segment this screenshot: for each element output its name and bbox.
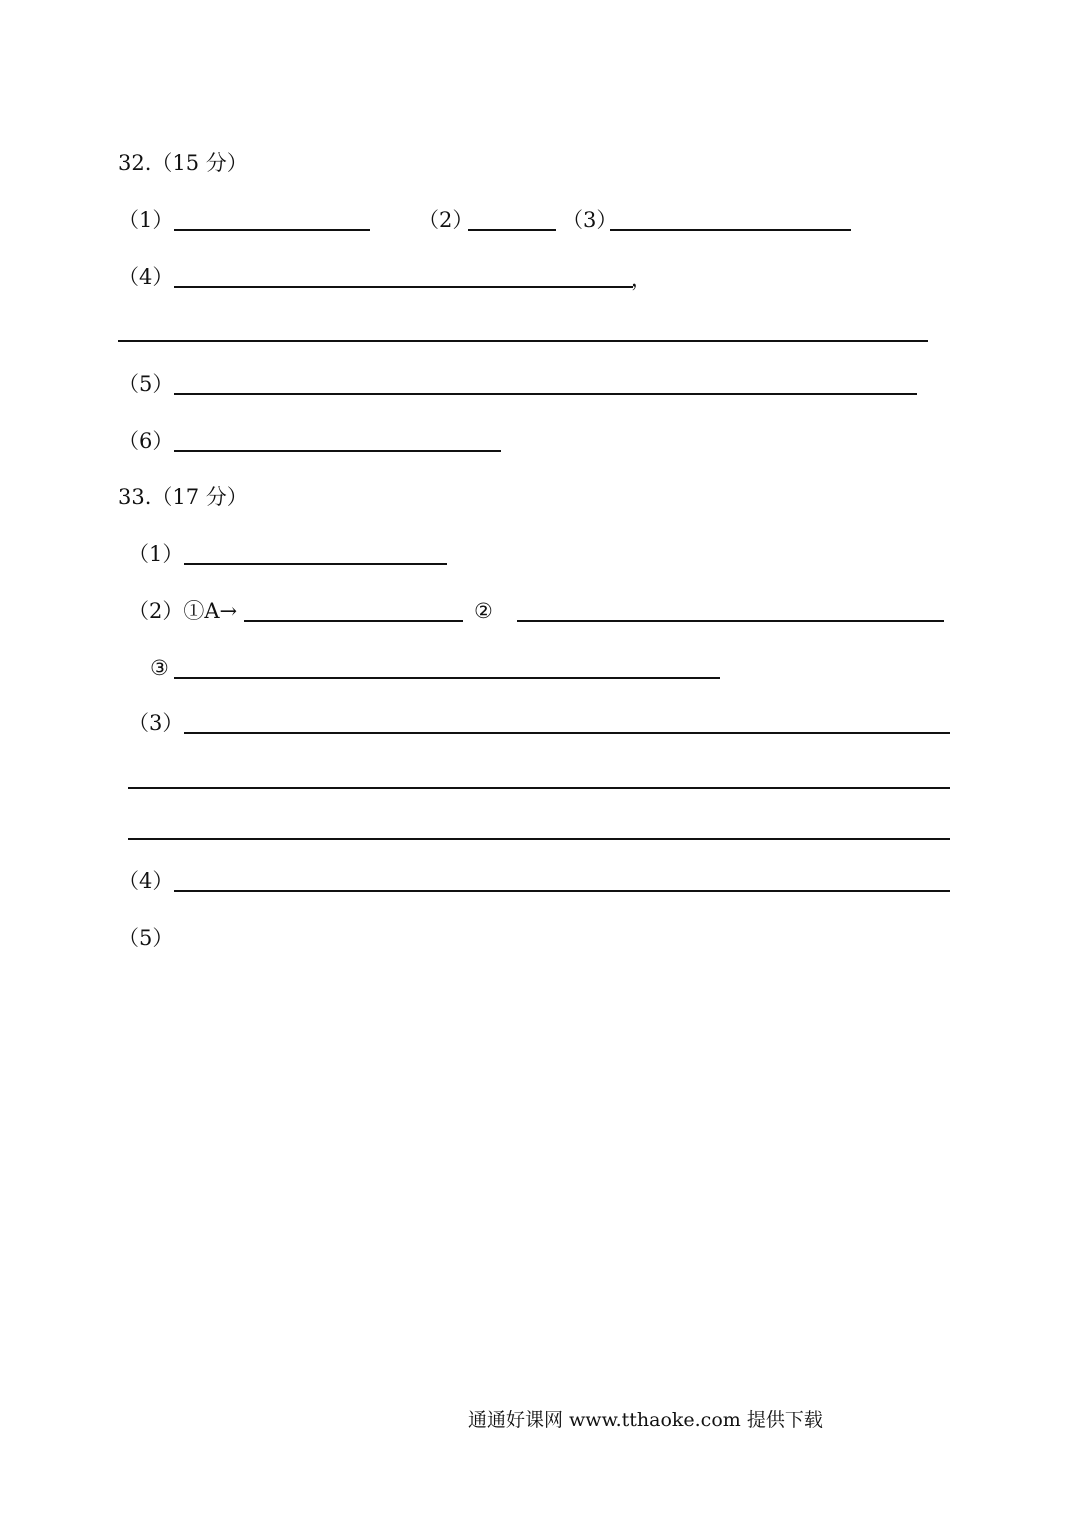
q33-part2-circle2: ② — [474, 599, 493, 623]
q32-part3-label: （3） — [562, 208, 618, 232]
q32-part4-answer-line-2[interactable] — [118, 340, 928, 342]
q32-part5-label: （5） — [118, 372, 174, 396]
q33-part3-answer-line[interactable] — [184, 732, 950, 734]
q32-part4-comma: ， — [631, 267, 652, 291]
q32-part2-answer-line[interactable] — [468, 229, 556, 231]
q33-part4-label: （4） — [118, 869, 174, 893]
q32-part1-label: （1） — [118, 208, 174, 232]
q33-part1-answer-line[interactable] — [184, 563, 447, 565]
q32-part5-answer-line[interactable] — [174, 393, 917, 395]
q33-part1-label: （1） — [128, 542, 184, 566]
q33-part2-circle3: ③ — [150, 656, 169, 680]
q32-heading: 32.（15 分） — [118, 151, 248, 175]
q33-part3-answer-line-3[interactable] — [128, 838, 950, 840]
footer-source-text: 通通好课网 www.tthaoke.com 提供下载 — [468, 1409, 823, 1431]
q32-part3-answer-line[interactable] — [610, 229, 851, 231]
q32-part4-label: （4） — [118, 265, 174, 289]
q33-part2-sub1-answer-line[interactable] — [244, 620, 463, 622]
q33-part3-label: （3） — [128, 711, 184, 735]
q33-part2-sub2-answer-line[interactable] — [517, 620, 944, 622]
q33-part4-answer-line[interactable] — [174, 890, 950, 892]
q32-part6-label: （6） — [118, 429, 174, 453]
q33-heading: 33.（17 分） — [118, 485, 248, 509]
q32-part4-answer-line[interactable] — [174, 286, 633, 288]
q33-part5-label: （5） — [118, 926, 174, 950]
q33-part2-label: （2）①A→ — [128, 599, 238, 623]
q32-part1-answer-line[interactable] — [174, 229, 370, 231]
q33-part3-answer-line-2[interactable] — [128, 787, 950, 789]
q33-part2-sub3-answer-line[interactable] — [174, 677, 720, 679]
q32-part2-label: （2） — [418, 208, 474, 232]
q32-part6-answer-line[interactable] — [174, 450, 501, 452]
